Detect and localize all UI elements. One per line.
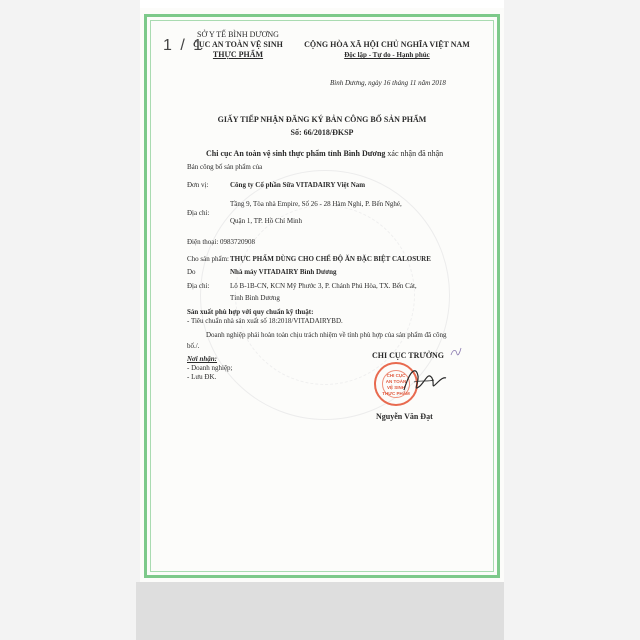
product-address-line2: Tỉnh Bình Dương — [230, 294, 280, 302]
responsibility-line1: Doanh nghiệp phải hoàn toàn chịu trách nhiệm về tính phù hợp của sản phẩm đã công — [206, 331, 447, 339]
recipients-heading: Nơi nhận: — [187, 355, 218, 363]
seal-line4: THỰC PHẨM — [382, 391, 410, 396]
agency-line3: THỰC PHẨM — [212, 50, 264, 59]
company-address-line2: Quận 1, TP. Hồ Chí Minh — [230, 217, 303, 225]
unit-value: Công ty Cổ phần Sữa VITADAIRY Việt Nam — [230, 181, 366, 189]
intro-tail: xác nhận đã nhận — [385, 149, 444, 158]
signer-title: CHI CỤC TRƯỞNG — [372, 351, 445, 360]
document-number: Số: 66/2018/ĐKSP — [290, 128, 354, 137]
agency-line1: SỞ Y TẾ BÌNH DƯƠNG — [197, 30, 279, 39]
product-by-label: Do — [187, 268, 196, 276]
standard-item: - Tiêu chuẩn nhà sản xuất số 18:2018/VITADAIRYBD. — [187, 317, 343, 325]
responsibility-line2: bố./. — [187, 342, 200, 350]
unit-label: Đơn vị: — [187, 181, 209, 189]
page-number: 1 / 1 — [163, 37, 205, 54]
initial-mark-icon — [450, 346, 462, 358]
product-address-line1: Lô B-1B-CN, KCN Mỹ Phước 3, P. Chánh Phú Hòa, TX. Bến Cát, — [230, 282, 417, 290]
intro-line1 — [206, 149, 443, 158]
signature-icon — [400, 360, 448, 400]
agency-line2: CỤC AN TOÀN VỆ SINH — [193, 40, 283, 49]
recipients-item1: - Doanh nghiệp; — [187, 364, 233, 372]
seal-line2: AN TOÀN — [385, 379, 407, 384]
recipients-item2: - Lưu ĐK. — [187, 373, 217, 381]
product-name: THỰC PHẨM DÙNG CHO CHẾ ĐỘ ĂN ĐẶC BIỆT CALOSURE — [230, 255, 431, 263]
right-background — [504, 0, 640, 640]
company-address-label: Địa chỉ: — [187, 209, 210, 217]
company-phone: Điện thoại: 0983720908 — [187, 238, 256, 246]
place-date: Bình Dương, ngày 16 tháng 11 năm 2018 — [330, 79, 446, 87]
republic-name: CỘNG HÒA XÃ HỘI CHỦ NGHĨA VIỆT NAM — [304, 40, 470, 49]
seal-line1: CHI CỤC — [386, 373, 406, 378]
republic-motto: Độc lập - Tự do - Hạnh phúc — [344, 51, 430, 59]
intro-organization: Chi cục An toàn vệ sinh thực phẩm tỉnh Bình Dương — [206, 149, 386, 158]
seal-line3: VỆ SINH — [386, 385, 405, 390]
product-address-label: Địa chỉ: — [187, 282, 210, 290]
left-background — [0, 0, 140, 640]
product-for-label: Cho sản phẩm: — [187, 255, 229, 263]
product-manufacturer: Nhà máy VITADAIRY Bình Dương — [230, 268, 337, 276]
signer-name: Nguyễn Văn Đạt — [376, 412, 433, 421]
standard-heading: Sản xuất phù hợp với quy chuẩn kỹ thuật: — [187, 308, 314, 316]
page-shadow — [136, 582, 504, 640]
certificate-inner-border — [150, 20, 494, 572]
document-title: GIẤY TIẾP NHẬN ĐĂNG KÝ BẢN CÔNG BỐ SẢN PHẨM — [217, 115, 427, 124]
intro-line2: Bản công bố sản phẩm của — [187, 163, 263, 171]
company-address-line1: Tầng 9, Tòa nhà Empire, Số 26 - 28 Hàm Nghi, P. Bến Nghé, — [230, 200, 402, 208]
